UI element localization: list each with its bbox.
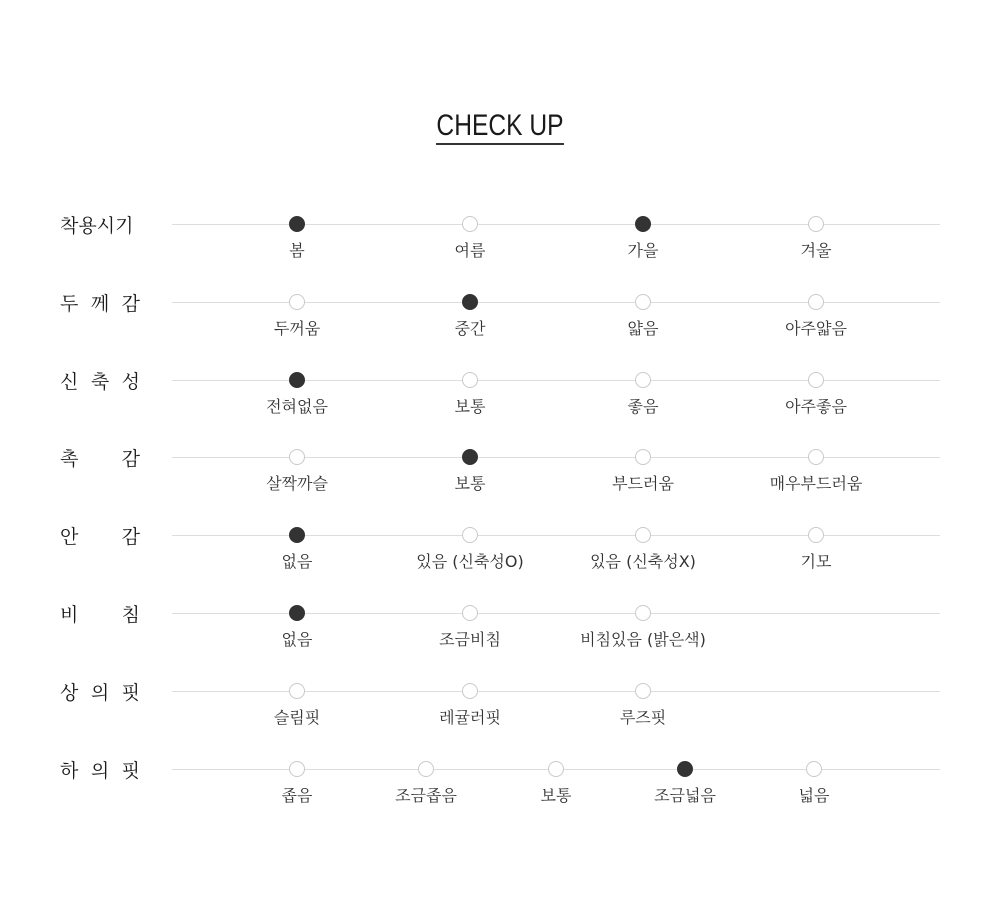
row-label xyxy=(60,679,140,703)
row-label xyxy=(60,523,140,547)
row-label-char: 께 xyxy=(90,292,110,315)
page-title-text: CHECK UP xyxy=(436,109,563,145)
option-label: 좋음 xyxy=(627,397,659,416)
row-label xyxy=(60,368,140,392)
radio-empty-icon[interactable] xyxy=(808,449,824,465)
row-label-char: 감 xyxy=(121,525,140,548)
row-label-char: 기 xyxy=(115,214,134,237)
option-label: 조금넓음 xyxy=(654,786,716,805)
page-title xyxy=(90,106,910,146)
row-divider-line xyxy=(172,457,940,458)
row-label xyxy=(60,757,140,781)
option-label: 비침있음 (밝은색) xyxy=(580,630,706,649)
radio-empty-icon[interactable] xyxy=(808,216,824,232)
radio-filled-icon[interactable] xyxy=(289,216,305,232)
row-divider-line xyxy=(172,302,940,303)
radio-empty-icon[interactable] xyxy=(808,372,824,388)
row-label-char: 의 xyxy=(90,681,110,704)
radio-empty-icon[interactable] xyxy=(635,527,651,543)
row-label-char: 축 xyxy=(90,370,110,393)
option-label: 봄 xyxy=(289,241,305,260)
radio-empty-icon[interactable] xyxy=(462,372,478,388)
check-row xyxy=(0,447,1000,517)
radio-filled-icon[interactable] xyxy=(635,216,651,232)
check-row xyxy=(0,370,1000,440)
radio-empty-icon[interactable] xyxy=(635,294,651,310)
check-row xyxy=(0,759,1000,829)
row-label-char: 핏 xyxy=(121,759,140,782)
row-label xyxy=(60,445,140,469)
option-label: 슬림핏 xyxy=(273,708,321,727)
option-label: 좁음 xyxy=(281,786,313,805)
radio-empty-icon[interactable] xyxy=(808,527,824,543)
option-label: 없음 xyxy=(281,630,313,649)
row-label-char: 감 xyxy=(121,447,140,470)
row-label-char: 촉 xyxy=(60,447,79,470)
radio-empty-icon[interactable] xyxy=(462,527,478,543)
option-label: 가을 xyxy=(627,241,659,260)
option-label: 매우부드러움 xyxy=(769,474,863,493)
row-label xyxy=(60,601,140,625)
row-label xyxy=(60,290,140,314)
row-label-char: 침 xyxy=(121,603,140,626)
radio-empty-icon[interactable] xyxy=(808,294,824,310)
option-label: 여름 xyxy=(454,241,486,260)
option-label: 보통 xyxy=(454,474,486,493)
radio-filled-icon[interactable] xyxy=(289,372,305,388)
option-label: 있음 (신축성X) xyxy=(590,552,696,571)
option-label: 얇음 xyxy=(627,319,659,338)
radio-empty-icon[interactable] xyxy=(548,761,564,777)
radio-empty-icon[interactable] xyxy=(289,294,305,310)
option-label: 기모 xyxy=(800,552,832,571)
row-label xyxy=(60,212,140,236)
row-divider-line xyxy=(172,691,940,692)
check-row xyxy=(0,603,1000,673)
check-row xyxy=(0,292,1000,362)
option-label: 아주좋음 xyxy=(785,397,847,416)
row-label-char: 두 xyxy=(60,292,79,315)
option-label: 조금비침 xyxy=(439,630,501,649)
radio-empty-icon[interactable] xyxy=(635,449,651,465)
row-label-char: 상 xyxy=(60,681,79,704)
option-label: 살짝까슬 xyxy=(266,474,328,493)
radio-filled-icon[interactable] xyxy=(462,294,478,310)
radio-empty-icon[interactable] xyxy=(635,372,651,388)
option-label: 중간 xyxy=(454,319,486,338)
row-divider-line xyxy=(172,613,940,614)
row-label-char: 신 xyxy=(60,370,79,393)
row-label-char: 성 xyxy=(121,370,140,393)
row-divider-line xyxy=(172,380,940,381)
radio-filled-icon[interactable] xyxy=(289,605,305,621)
row-label-char: 비 xyxy=(60,603,79,626)
option-label: 두꺼움 xyxy=(273,319,321,338)
row-divider-line xyxy=(172,535,940,536)
radio-empty-icon[interactable] xyxy=(289,761,305,777)
radio-filled-icon[interactable] xyxy=(289,527,305,543)
check-row xyxy=(0,681,1000,751)
row-label-char: 착 xyxy=(60,214,79,237)
option-label: 넓음 xyxy=(798,786,830,805)
row-label-char: 의 xyxy=(90,759,110,782)
check-row xyxy=(0,214,1000,284)
radio-empty-icon[interactable] xyxy=(462,605,478,621)
option-label: 없음 xyxy=(281,552,313,571)
radio-empty-icon[interactable] xyxy=(289,449,305,465)
row-label-char: 하 xyxy=(60,759,79,782)
radio-empty-icon[interactable] xyxy=(289,683,305,699)
option-label: 겨울 xyxy=(800,241,832,260)
radio-filled-icon[interactable] xyxy=(677,761,693,777)
option-label: 조금좁음 xyxy=(395,786,457,805)
option-label: 보통 xyxy=(540,786,572,805)
option-label: 레귤러핏 xyxy=(439,708,501,727)
row-label-char: 안 xyxy=(60,525,79,548)
option-label: 부드러움 xyxy=(612,474,674,493)
radio-filled-icon[interactable] xyxy=(462,449,478,465)
option-label: 있음 (신축성O) xyxy=(416,552,524,571)
radio-empty-icon[interactable] xyxy=(635,605,651,621)
row-label-char: 감 xyxy=(121,292,140,315)
row-label-char: 용 xyxy=(78,214,97,237)
check-row xyxy=(0,525,1000,595)
radio-empty-icon[interactable] xyxy=(635,683,651,699)
radio-empty-icon[interactable] xyxy=(462,216,478,232)
option-label: 전혀없음 xyxy=(266,397,328,416)
row-divider-line xyxy=(172,224,940,225)
radio-empty-icon[interactable] xyxy=(418,761,434,777)
radio-empty-icon[interactable] xyxy=(806,761,822,777)
option-label: 아주얇음 xyxy=(785,319,847,338)
radio-empty-icon[interactable] xyxy=(462,683,478,699)
option-label: 루즈핏 xyxy=(619,708,667,727)
row-label-char: 시 xyxy=(96,214,116,237)
option-label: 보통 xyxy=(454,397,486,416)
row-label-char: 핏 xyxy=(121,681,140,704)
